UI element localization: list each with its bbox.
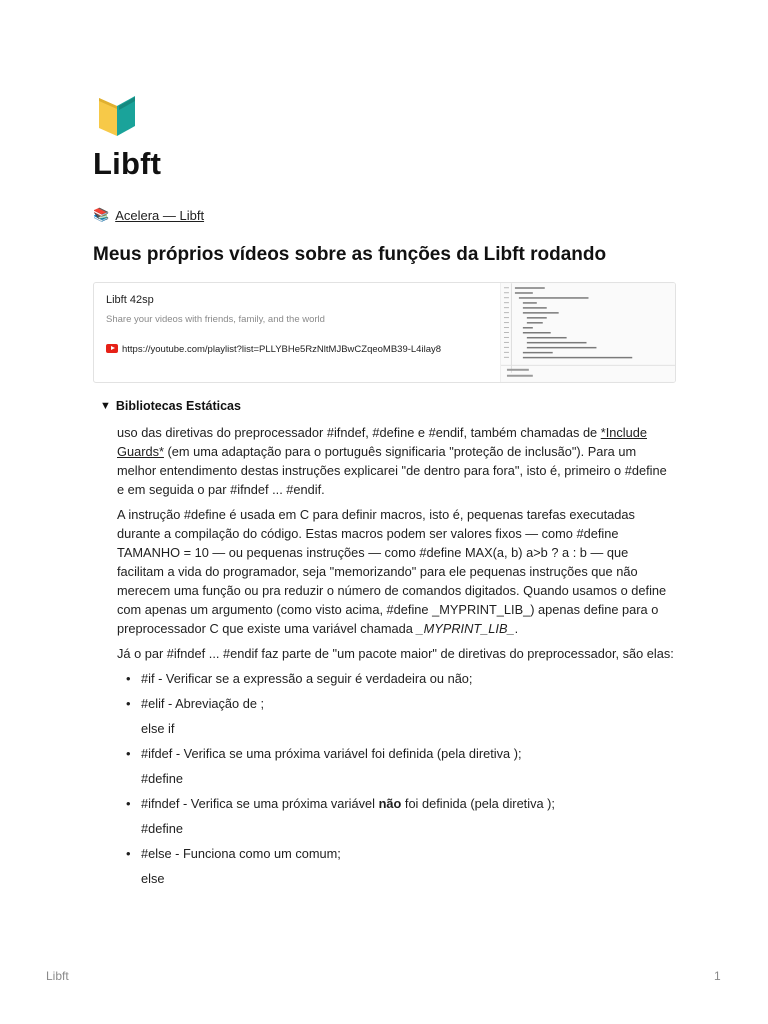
include-guards-link[interactable]: *Include Guards* [117, 425, 647, 459]
bookmark-url[interactable]: https://youtube.com/playlist?list=PLLYBHe5RzNltMJBwCZqeoMB39-L4ilay8 [122, 344, 442, 355]
bookmark-title: Libft 42sp [106, 294, 154, 306]
toggle-content [117, 423, 677, 894]
list-item-text: #if - Verificar se a expressão a seguir é verdadeira ou não; [141, 671, 473, 686]
bookmark-description: Share your videos with friends, family, and the world [106, 314, 325, 325]
book-icon [97, 92, 139, 138]
list-item-text: #ifndef - Verifica se uma próxima variável [141, 796, 379, 811]
list-item [117, 694, 677, 738]
list-item-code: else [141, 871, 165, 886]
list-item [117, 669, 677, 688]
paragraph-text: uso das diretivas do preprocessador #ifndef, #define e #endif, também chamadas de [117, 425, 601, 440]
books-icon: 📚 [93, 207, 110, 222]
code-thumbnail-image [500, 283, 675, 382]
list-item [117, 744, 677, 788]
toggle-label: Bibliotecas Estáticas [115, 399, 241, 413]
page-number: 1 [714, 969, 721, 983]
breadcrumb-link[interactable]: Acelera — Libft [115, 207, 205, 223]
triangle-down-icon[interactable]: ▼ [100, 400, 111, 412]
bookmark-url-row[interactable] [106, 343, 491, 357]
paragraph-2 [117, 505, 677, 638]
list-item-text: #ifdef - Verifica se uma próxima variável foi definida (pela diretiva ); [141, 746, 522, 761]
paragraph-text: (em uma adaptação para o português significaria "proteção de inclusão"). Para um melhor entendimento destas instruções explicarei "de dentro para fora", isto é, primeiro o #define e em seguida o par #ifndef ... #endif. [117, 444, 667, 497]
bookmark-card[interactable] [93, 282, 676, 383]
list-item-code: #define [141, 821, 183, 836]
breadcrumb[interactable] [93, 207, 204, 223]
bold-word: não [378, 796, 402, 811]
paragraph-1 [117, 423, 677, 499]
italic-term: _MYPRINT_LIB_ [416, 621, 515, 636]
section-heading: Meus próprios vídeos sobre as funções da Libft rodando [93, 244, 607, 265]
list-item-code: else if [141, 721, 175, 736]
list-item [117, 794, 677, 838]
page-title: Libft [93, 146, 162, 181]
paragraph-text: . [514, 621, 519, 636]
list-item-text: #elif - Abreviação de ; [141, 696, 265, 711]
paragraph-3: Já o par #ifndef ... #endif faz parte de "um pacote maior" de diretivas do preprocessador, são elas: [117, 646, 674, 661]
paragraph-text: A instrução #define é usada em C para definir macros, isto é, pequenas tarefas executadas durante a compilação do código. Estas macros podem ser valores fixos — como #define TAMANHO = 10 — ou pequenas instruções — como #define MAX(a, b) a>b ? a : b — que facilitam a vida do programador, seja "memorizando" para ele pequenas instruções que não merecem uma função ou pra reduzir o número de comandos digitados. Quando usamos o define com apenas um argumento (como visto acima, #define _MYPRINT_LIB_) apenas define para o preprocessador C que existe uma variável chamada [117, 507, 667, 636]
list-item-text: foi definida (pela diretiva ); [401, 796, 555, 811]
footer-title: Libft [46, 969, 69, 983]
toggle-bibliotecas[interactable] [100, 399, 241, 413]
directive-list [117, 669, 677, 888]
list-item-text: #else - Funciona como um comum; [141, 846, 341, 861]
youtube-icon [106, 344, 118, 353]
list-item [117, 844, 677, 888]
list-item-code: #define [141, 771, 183, 786]
